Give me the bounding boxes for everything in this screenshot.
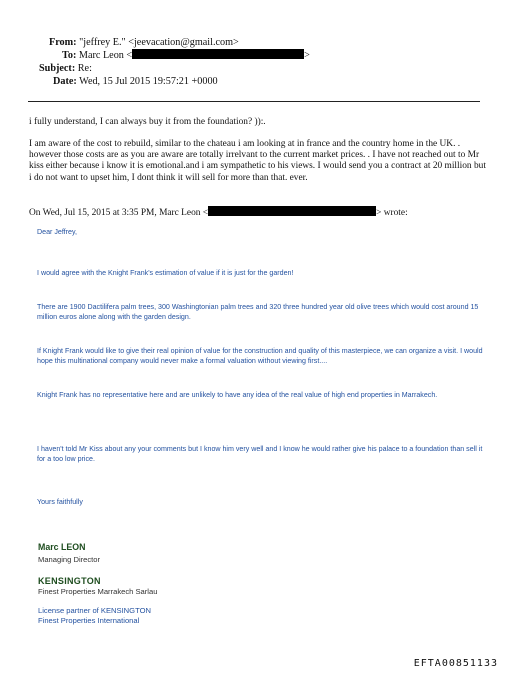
quote-header	[29, 206, 487, 219]
quote-header-prefix: On Wed, Jul 15, 2015 at 3:35 PM, Marc Leon <	[29, 208, 209, 218]
to-line	[62, 49, 310, 62]
redaction-bar	[132, 49, 304, 59]
quoted-paragraph-1: I would agree with the Knight Frank's estimation of value if it is just for the garden!	[37, 269, 294, 277]
quoted-closing: Yours faithfully	[37, 498, 83, 506]
quote-header-suffix: > wrote:	[376, 208, 408, 218]
subject-value: Re:	[77, 63, 92, 74]
date-label: Date:	[53, 76, 77, 87]
signature-name: Marc LEON	[38, 542, 86, 552]
signature-title: Managing Director	[38, 555, 101, 564]
quoted-paragraph-2: There are 1900 Dactilifera palm trees, 300 Washingtonian palm trees and 320 three hundred year old olive trees which would cost around 15 million euros alone along with the garden design.	[37, 303, 479, 322]
date-value: Wed, 15 Jul 2015 19:57:21 +0000	[79, 76, 218, 87]
signature-company-sub: Finest Properties Marrakech Sarlau	[38, 587, 158, 596]
quoted-greeting: Dear Jeffrey,	[37, 228, 77, 236]
reply-paragraph: I am aware of the cost to rebuild, similar to the chateau i am looking at in france and the country home in the UK. . however those costs are as you are aware are totally irrelvant to the current market prices. . I have not reached out to Mr kiss either because i know it is emotional.and i am sympathetic to his views. I would send you a contract at 20 million but i do not want to upset him, I dont think it will sell for more than that. ever.	[29, 139, 486, 183]
subject-line	[39, 62, 92, 75]
signature-partner-line-2: Finest Properties International	[38, 616, 140, 625]
to-value: Marc Leon <	[78, 50, 133, 61]
to-label: To:	[62, 50, 77, 61]
header-divider	[28, 101, 480, 102]
quoted-paragraph-5: I haven't told Mr Kiss about any your comments but I know him very well and I know he would rather give his palace to a foundation than sell it for a too low price.	[37, 445, 483, 464]
from-label: From:	[49, 37, 77, 48]
reply-line: i fully understand, I can always buy it from the foundation? )):.	[29, 117, 266, 127]
quoted-paragraph-4: Knight Frank has no representative here and are unlikely to have any idea of the real value of high end properties in Marrakech.	[37, 391, 438, 399]
subject-label: Subject:	[39, 63, 76, 74]
redaction-bar	[208, 206, 376, 216]
to-close: >	[304, 50, 310, 61]
date-line	[53, 75, 218, 88]
signature-company: KENSINGTON	[38, 576, 101, 586]
quoted-paragraph-3: If Knight Frank would like to give their real opinion of value for the construction and quality of this masterpiece, we can organize a visit. I would hope this multinational company would never make a formal valuation without viewing first....	[37, 347, 483, 366]
bates-number: EFTA00851133	[413, 658, 498, 669]
from-line	[49, 36, 239, 49]
from-value: "jeffrey E." <jeevacation@gmail.com>	[79, 37, 239, 48]
signature-partner-line-1: License partner of KENSINGTON	[38, 606, 151, 615]
